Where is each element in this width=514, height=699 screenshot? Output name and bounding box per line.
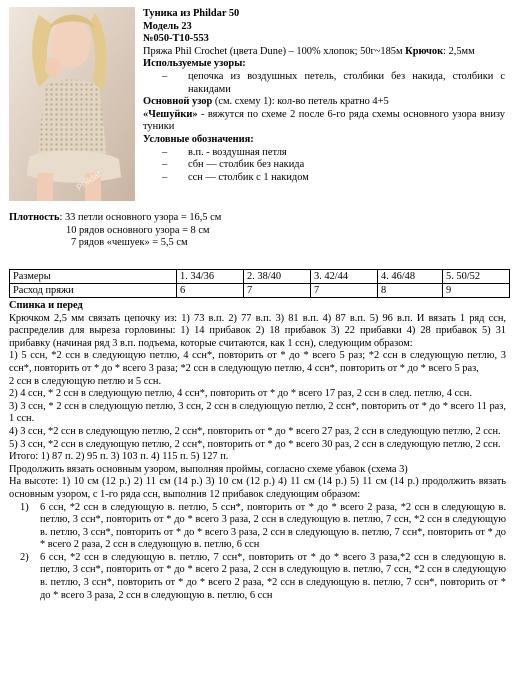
row-instruction: 5) 3 ссн, *2 ссн в следующую петлю, 2 ссн*, повторить от * до * всего 30 раз, 2 ссн в следующую петлю, 2 ссн. bbox=[9, 438, 501, 450]
gauge-line-3: 7 рядов «чешуек» = 5,5 см bbox=[71, 237, 188, 249]
table-cell: 4. 46/48 bbox=[378, 270, 443, 284]
list-item bbox=[9, 552, 506, 602]
legend-item: – в.п. - воздушная петля bbox=[162, 146, 287, 158]
yarn-line bbox=[143, 46, 505, 59]
section-title: Спинка и перед bbox=[9, 300, 83, 311]
table-cell: 6 bbox=[177, 284, 244, 298]
patterns-heading: Используемые узоры: bbox=[143, 58, 246, 70]
pattern-header bbox=[143, 8, 505, 184]
table-cell: 7 bbox=[311, 284, 378, 298]
hook-value: : 2,5мм bbox=[443, 45, 475, 57]
pattern-title: Туника из Phildar 50 bbox=[143, 8, 240, 19]
main-pattern-line bbox=[143, 96, 505, 109]
gauge-line-2: 10 рядов основного узора = 8 см bbox=[66, 224, 210, 236]
list-text: 6 ссн, *2 ссн в следующую в. петлю, 7 ссн*, повторить от * до * всего 3 раза,*2 ссн в следующую в. петлю, 3 ссн*, повторить от * до * всего 2 раза, 2 ссн в следующую в. петлю, 7 ссн, *2 ссн в следующую в. петлю, 3 ссн*, повторить от * до * всего 2 раза, *2 ссн в следующую в. петлю, 7 ссн*, повторить от * до * всего 3 раза, 2 ссн в следующую в. петлю, 6 ссн bbox=[40, 551, 506, 601]
model-number: Модель 23 bbox=[143, 20, 192, 32]
gauge-label: Плотность bbox=[9, 212, 60, 223]
instructions bbox=[9, 300, 506, 602]
legend-heading: Условные обозначения: bbox=[143, 133, 254, 145]
scales-label: «Чешуйки» bbox=[143, 108, 198, 120]
gauge-line-1: Плотность: 33 петли основного узора = 16,5 см bbox=[9, 212, 222, 223]
yarn-text: Пряжа Phil Crochet (цвета Dune) – 100% хлопок; 50г~185м bbox=[143, 45, 403, 57]
table-row bbox=[10, 284, 510, 298]
height-paragraph: На высоте: 1) 10 см (12 р.) 2) 11 см (14 р.) 3) 10 см (12 р.) 4) 11 см (14 р.) 5) 11 см (14 р.) продолжить вязать основным узором, с 1-го ряда ссн, выполнив 12 прибавок следующим образом: bbox=[9, 476, 506, 500]
main-pattern-label: Основной узор bbox=[143, 96, 213, 108]
hook-label: Крючок bbox=[405, 45, 444, 57]
scales-line bbox=[143, 109, 505, 134]
list-item bbox=[9, 502, 506, 552]
model-photo bbox=[9, 7, 135, 201]
totals-line: Итого: 1) 87 п. 2) 95 п. 3) 103 п. 4) 115 п. 5) 127 п. bbox=[9, 451, 229, 463]
continue-line: Продолжить вязать основным узором, выполняя проймы, согласно схеме убавок (схема 3) bbox=[9, 463, 408, 475]
row-instruction: 2 ссн в следующую петлю и 5 ссн. bbox=[9, 375, 162, 387]
photo-watermark: Phildar bbox=[74, 168, 104, 193]
main-pattern-text: (см. схему 1): кол-во петель кратно 4+5 bbox=[212, 96, 389, 108]
table-cell: 3. 42/44 bbox=[311, 270, 378, 284]
table-cell: Расход пряжи bbox=[10, 284, 177, 298]
sizes-table bbox=[9, 269, 510, 298]
scales-text: - вяжутся по схеме 2 после 6-го ряда схемы основного узора внизу туники bbox=[143, 108, 505, 133]
intro-paragraph: Крючком 2,5 мм связать цепочку из: 1) 73 в.п. 2) 77 в.п. 3) 81 в.п. 4) 87 в.п. 5) 96 в.п. И вязать 1 ряд ссн, распределив для выреза горловины: 1) 14 прибавок 2) 18 прибавок 3) 22 прибавки 4) 28 прибавок 5) 31 прибавку (начиная ряд 3 в.п. подъема, которые считаются, как 1 ссн), следующим образом: bbox=[9, 312, 506, 349]
table-cell: 9 bbox=[443, 284, 510, 298]
list-number: 2) bbox=[20, 551, 29, 563]
row-instruction: 3) 3 ссн, * 2 ссн в следующую петлю, 3 ссн, 2 ссн в следующую петлю, 2 ссн*, повторить от * до * всего 11 раз, 1 ссн. bbox=[9, 400, 506, 425]
table-cell: 1. 34/36 bbox=[177, 270, 244, 284]
list-text: 6 ссн, *2 ссн в следующую в. петлю, 5 ссн*, повторить от * до * всего 2 раза, *2 ссн в следующую в. петлю, 3 ссн*, повторить от * до * всего 3 раза, 2 ссн в следующую в. петлю, 7 ссн, *2 ссн в следующую в. петлю, 3 ссн*, повторить от * до * всего 3 раза, 2 ссн в следующую в. петлю, 7 ссн*, повторить от * до * всего 2 раза, 2 ссн в следующую в. петлю, 6 ссн bbox=[40, 501, 506, 551]
table-cell: 7 bbox=[244, 284, 311, 298]
row-instruction: 2) 4 ссн, * 2 ссн в следующую петлю, 4 ссн*, повторить от * до * всего 17 раз, 2 ссн в след. петлю, 4 ссн. bbox=[9, 388, 472, 400]
list-number: 1) bbox=[20, 501, 29, 513]
table-row bbox=[10, 270, 510, 284]
pattern-list-item: – цепочка из воздушных петель, столбики без накида, столбики с накидами bbox=[162, 70, 505, 95]
row-instruction: 1) 5 ссн, *2 ссн в следующую петлю, 4 ссн*, повторить от * до * всего 5 раз; *2 ссн в следующую петлю, 3 ссн*, повторить от * до * всего 3 раза; *2 ссн в следующую петлю, 4 ссн*, повторить от * до * всего 5 раз, bbox=[9, 350, 506, 374]
tunic-photo-illustration bbox=[9, 7, 135, 201]
legend-item: – сбн — столбик без накида bbox=[162, 159, 305, 171]
increase-list bbox=[9, 502, 506, 603]
legend-item: – ссн — столбик с 1 накидом bbox=[162, 171, 309, 183]
gauge-section bbox=[9, 212, 309, 250]
table-cell: 2. 38/40 bbox=[244, 270, 311, 284]
table-cell: 5. 50/52 bbox=[443, 270, 510, 284]
row-instruction: 4) 3 ссн, *2 ссн в следующую петлю, 2 ссн*, повторить от * до * всего 27 раз, 2 ссн в следующую петлю, 2 ссн. bbox=[9, 425, 501, 437]
table-cell: Размеры bbox=[10, 270, 177, 284]
article-code: №050-Т10-553 bbox=[143, 33, 209, 45]
table-cell: 8 bbox=[378, 284, 443, 298]
